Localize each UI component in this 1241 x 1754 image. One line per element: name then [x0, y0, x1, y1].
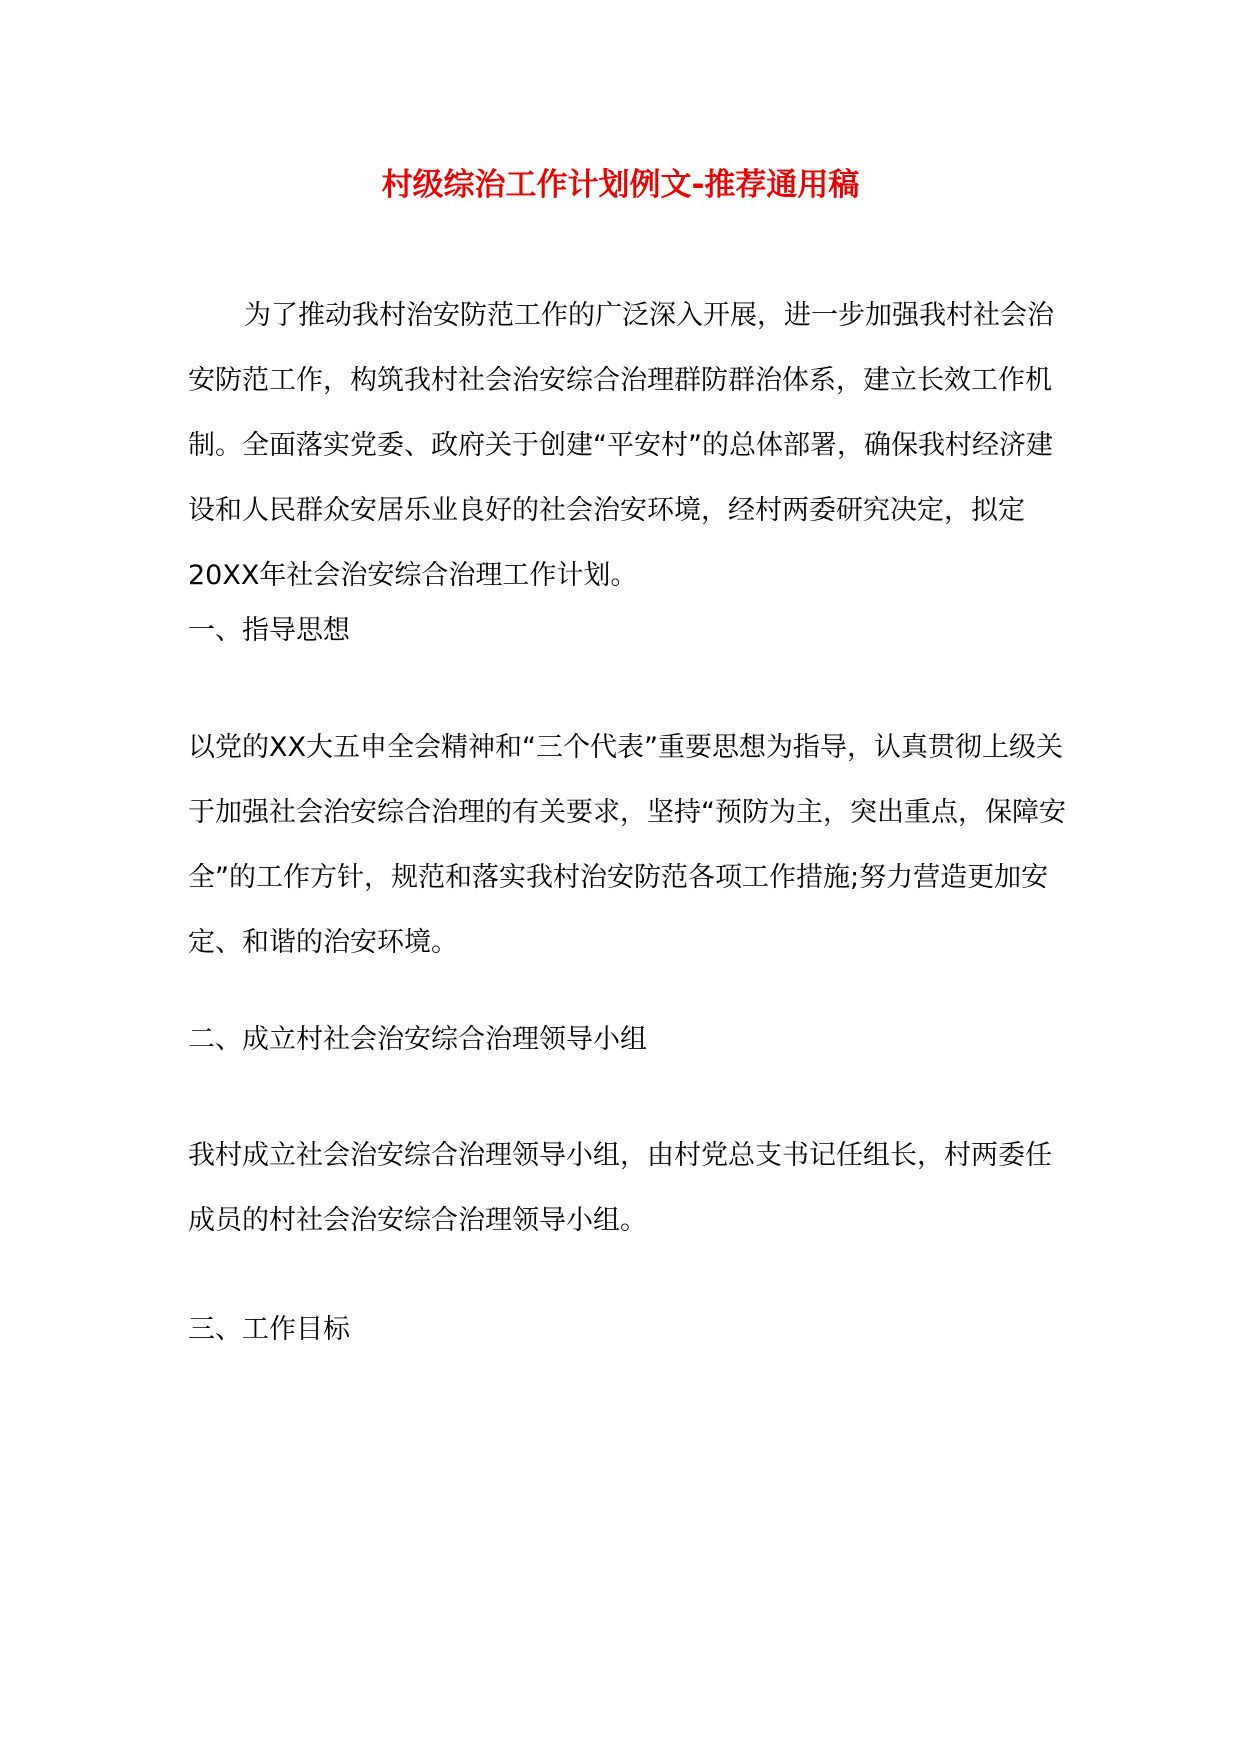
intro-paragraph: 为了推动我村治安防范工作的广泛深入开展，进一步加强我村社会治安防范工作，构筑我村社会治安综合治理群防群治体系，建立长效工作机制。全面落实党委、政府关于创建“平安村”的总体部署，确保我村经济建设和人民群众安居乐业良好的社会治安环境，经村两委研究决定，拟定20XX年社会治安综合治理工作计划。: [188, 300, 1054, 591]
document-title: 村级综治工作计划例文-推荐通用稿: [381, 167, 860, 203]
section-body-1: 以党的XX大五申全会精神和“三个代表”重要思想为指导，认真贯彻上级关于加强社会治安综合治理的有关要求，坚持“预防为主，突出重点，保障安全”的工作方针，规范和落实我村治安防范各项工作措施;努力营造更加安定、和谐的治安环境。: [188, 732, 1066, 958]
section-heading-2: 二、成立村社会治安综合治理领导小组: [188, 1024, 647, 1055]
section-heading-1: 一、指导思想: [188, 615, 350, 646]
section-heading-3: 三、工作目标: [188, 1314, 350, 1345]
section-body-2: 我村成立社会治安综合治理领导小组，由村党总支书记任组长，村两委任成员的村社会治安综合治理领导小组。: [188, 1140, 1052, 1236]
